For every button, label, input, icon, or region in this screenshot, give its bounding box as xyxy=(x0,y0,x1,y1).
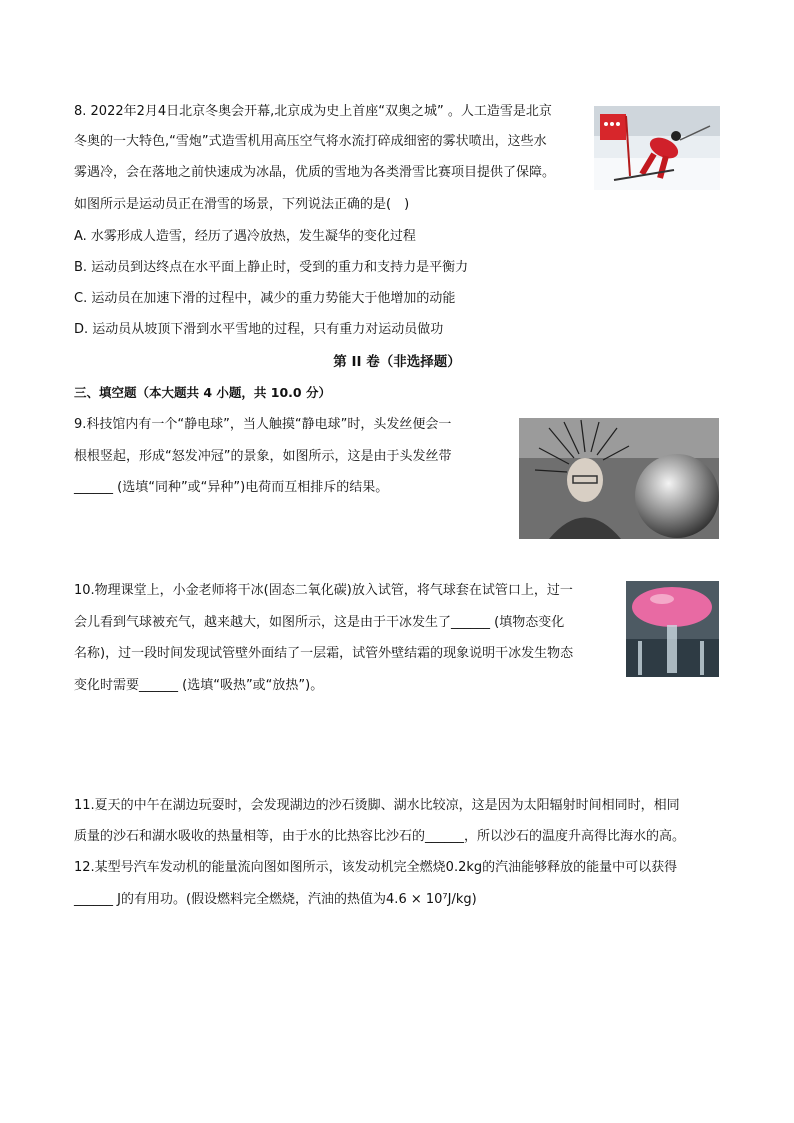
q8-option-c: C. 运动员在加速下滑的过程中，减少的重力势能大于他增加的动能 xyxy=(74,291,456,306)
q12-line-2: ______ J的有用功。(假设燃料完全燃烧，汽油的热值为4.6 × 10⁷J/kg) xyxy=(74,892,477,907)
q8-option-d: D. 运动员从坡顶下滑到水平雪地的过程，只有重力对运动员做功 xyxy=(74,322,444,337)
q8-option-a: A. 水雾形成人造雪，经历了遇冷放热，发生凝华的变化过程 xyxy=(74,229,416,244)
section-3-heading: 三、填空题（本大题共 4 小题，共 10.0 分） xyxy=(74,385,331,400)
q10-line-3: 名称)，过一段时间发现试管壁外面结了一层霜，试管外壁结霜的现象说明干冰发生物态 xyxy=(74,646,574,661)
q10-line-1: 10.物理课堂上，小金老师将干冰(固态二氧化碳)放入试管，将气球套在试管口上，过一 xyxy=(74,583,573,598)
q11-line-2: 质量的沙石和湖水吸收的热量相等，由于水的比热容比沙石的______，所以沙石的温度升高得比海水的高。 xyxy=(74,829,686,844)
q10-line-2: 会儿看到气球被充气，越来越大，如图所示，这是由于干冰发生了______ (填物态变化 xyxy=(74,615,565,630)
q12-line-1: 12.某型号汽车发动机的能量流向图如图所示，该发动机完全燃烧0.2kg的汽油能够释放的能量中可以获得 xyxy=(74,860,678,875)
q8-line-2: 冬奥的一大特色,“雪炮”式造雪机用高压空气将水流打碎成细密的雾状喷出，这些水 xyxy=(74,134,547,149)
q9-line-1: 9.科技馆内有一个“静电球”，当人触摸“静电球”时，头发丝便会一 xyxy=(74,417,452,432)
static-ball-photo xyxy=(519,418,719,539)
skier-photo xyxy=(594,106,720,190)
q8-option-b: B. 运动员到达终点在水平面上静止时，受到的重力和支持力是平衡力 xyxy=(74,260,469,275)
balloon-test-tube-photo xyxy=(626,581,719,677)
q8-line-4: 如图所示是运动员正在滑雪的场景，下列说法正确的是( ) xyxy=(74,197,410,212)
q9-line-2: 根根竖起，形成“怒发冲冠”的景象，如图所示，这是由于头发丝带 xyxy=(74,449,452,464)
q9-line-3: ______ (选填“同种”或“异种”)电荷而互相排斥的结果。 xyxy=(74,480,389,495)
q11-line-1: 11.夏天的中午在湖边玩耍时，会发现湖边的沙石烫脚、湖水比较凉，这是因为太阳辐射时间相同时，相同 xyxy=(74,798,680,813)
section-2-title: 第 II 卷（非选择题） xyxy=(333,354,461,370)
q8-line-3: 雾遇冷，会在落地之前快速成为冰晶，优质的雪地为各类滑雪比赛项目提供了保障。 xyxy=(74,165,556,180)
q10-line-4: 变化时需要______ (选填“吸热”或“放热”)。 xyxy=(74,678,324,693)
q8-line-1: 8. 2022年2月4日北京冬奥会开幕,北京成为史上首座“双奥之城” 。人工造雪是北京 xyxy=(74,104,552,119)
